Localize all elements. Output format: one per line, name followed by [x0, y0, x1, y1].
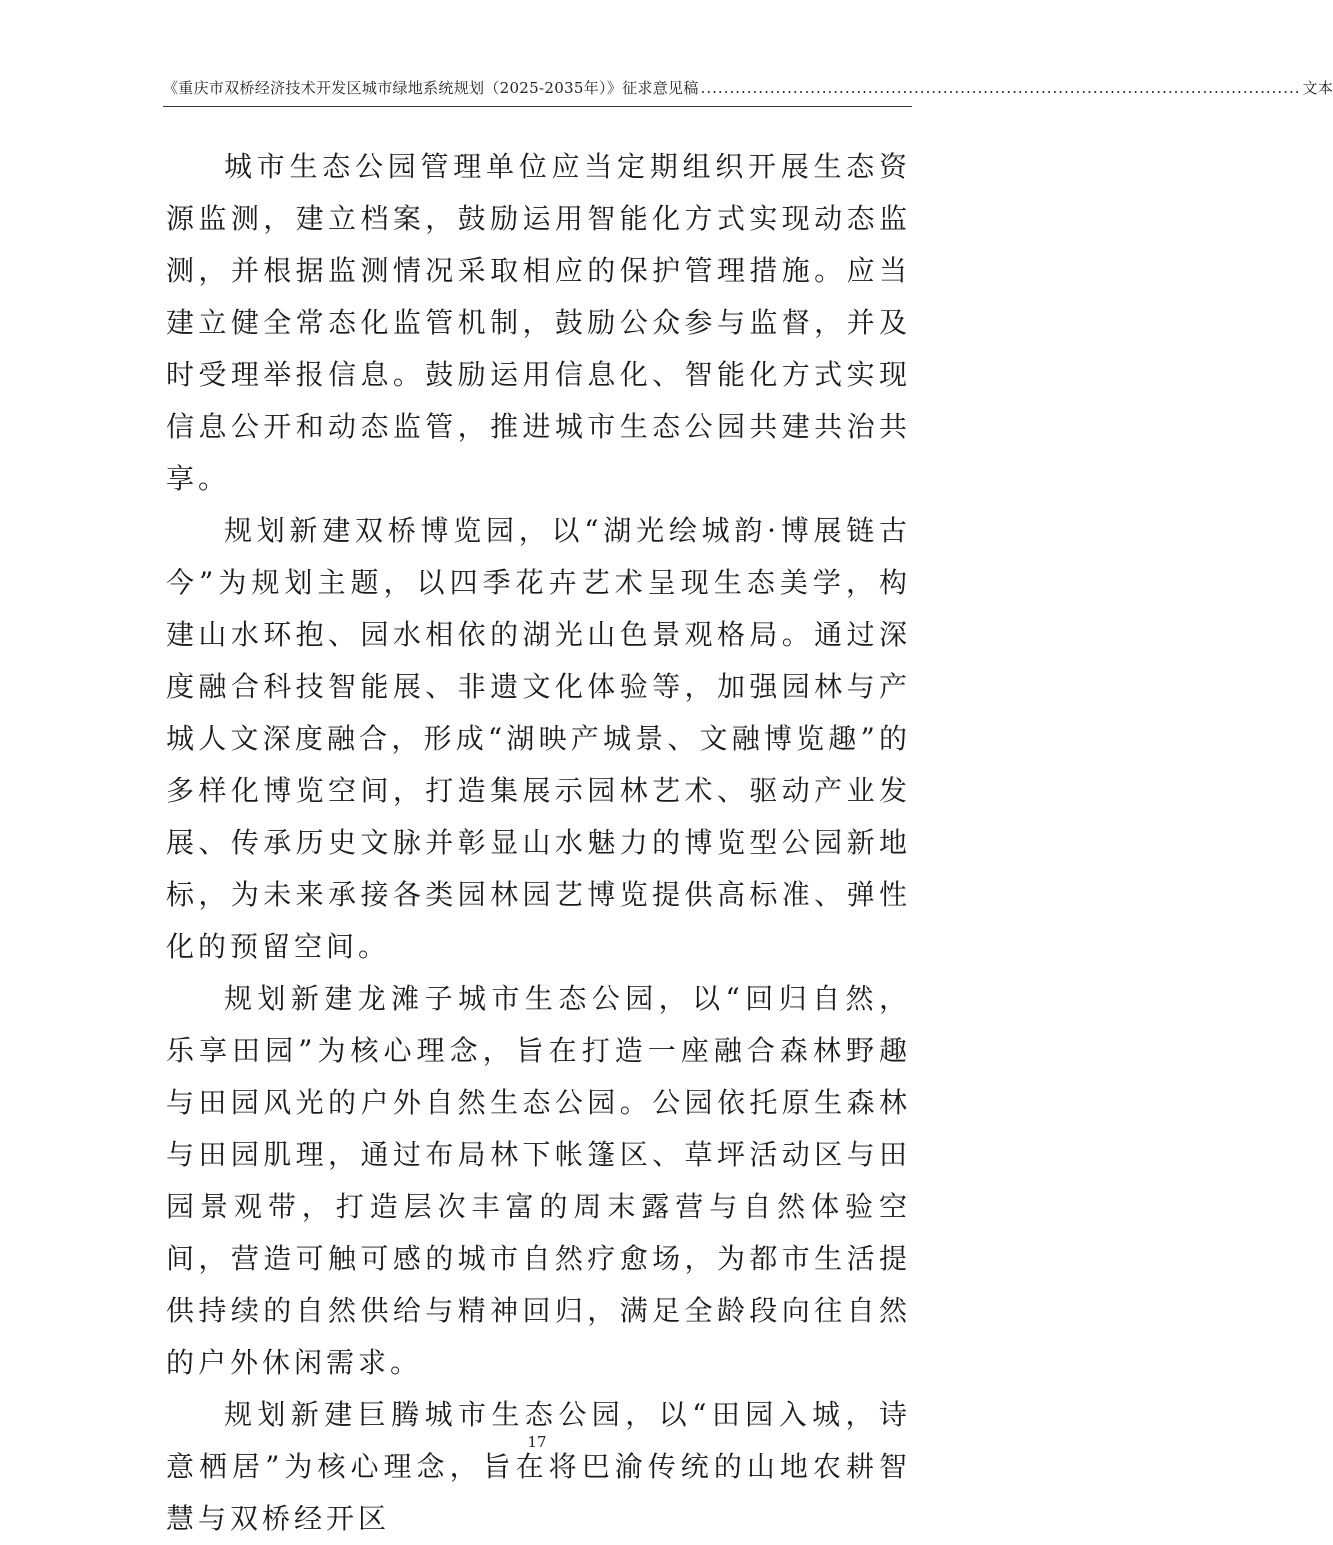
header-document-title: 《重庆市双桥经济技术开发区城市绿地系统规划（2025-2035年）》征求意见稿	[163, 79, 699, 97]
header-dot-leader: ........................................................................................................	[700, 79, 1301, 97]
header-section-label: 文本	[1302, 79, 1333, 97]
body-text	[166, 141, 911, 1545]
paragraph-expo-park: 规划新建双桥博览园，以“湖光绘城韵·博展链古今”为规划主题，以四季花卉艺术呈现生态美学，构建山水环抱、园水相依的湖光山色景观格局。通过深度融合科技智能展、非遗文化体验等，加强园林与产城人文深度融合，形成“湖映产城景、文融博览趣”的多样化博览空间，打造集展示园林艺术、驱动产业发展、传承历史文脉并彰显山水魅力的博览型公园新地标，为未来承接各类园林园艺博览提供高标准、弹性化的预留空间。	[166, 514, 911, 963]
paragraph-longtanzi-park: 规划新建龙滩子城市生态公园，以“回归自然，乐享田园”为核心理念，旨在打造一座融合森林野趣与田园风光的户外自然生态公园。公园依托原生森林与田园肌理，通过布局林下帐篷区、草坪活动区与田园景观带，打造层次丰富的周末露营与自然体验空间，营造可触可感的城市自然疗愈场，为都市生活提供持续的自然供给与精神回归，满足全龄段向往自然的户外休闲需求。	[166, 982, 911, 1379]
page-number: 17	[527, 1433, 547, 1451]
paragraph-juteng-park: 规划新建巨腾城市生态公园，以“田园入城，诗意栖居”为核心理念，旨在将巴渝传统的山地农耕智慧与双桥经开区	[166, 1398, 911, 1535]
header-divider	[163, 106, 912, 107]
paragraph-monitoring: 城市生态公园管理单位应当定期组织开展生态资源监测，建立档案，鼓励运用智能化方式实现动态监测，并根据监测情况采取相应的保护管理措施。应当建立健全常态化监管机制，鼓励公众参与监督，并及时受理举报信息。鼓励运用信息化、智能化方式实现信息公开和动态监管，推进城市生态公园共建共治共享。	[166, 150, 911, 495]
running-header	[163, 76, 1333, 100]
